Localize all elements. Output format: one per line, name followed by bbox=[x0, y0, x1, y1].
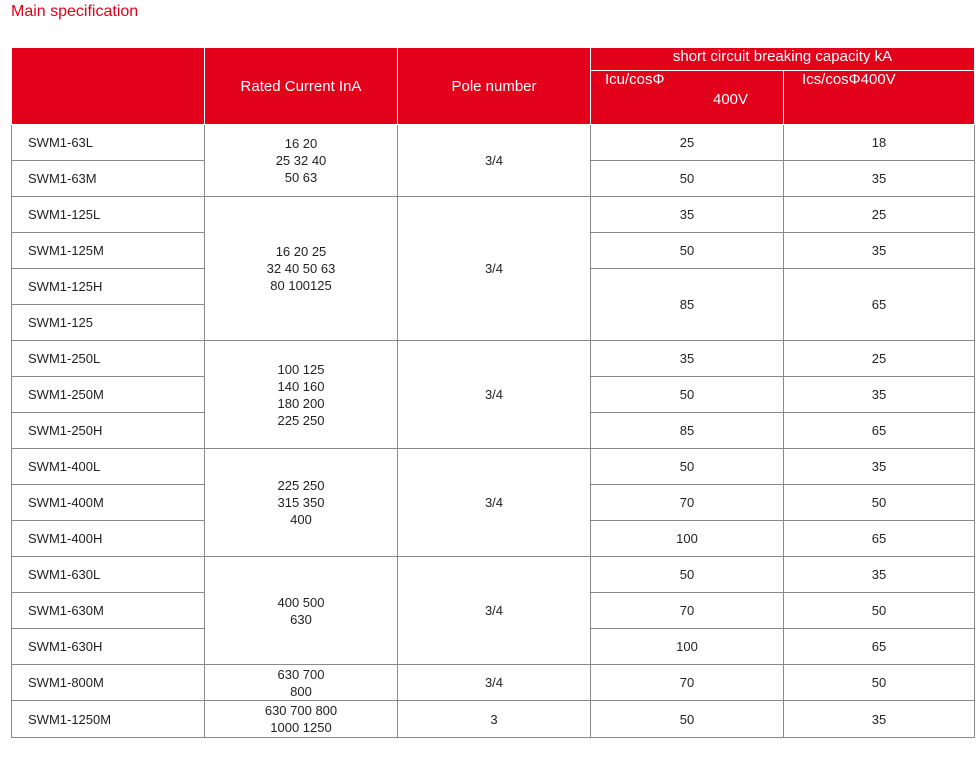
pole-number-cell: 3/4 bbox=[398, 665, 591, 701]
ics-cell: 65 bbox=[784, 269, 975, 341]
icu-header bbox=[591, 71, 784, 125]
rated-current-cell: 630 700 800 bbox=[205, 665, 398, 701]
ics-cell: 35 bbox=[784, 449, 975, 485]
rated-current-cell: 400 500 630 bbox=[205, 557, 398, 665]
ics-cell: 50 bbox=[784, 593, 975, 629]
ics-cell: 50 bbox=[784, 485, 975, 521]
model-cell: SWM1-250L bbox=[12, 341, 205, 377]
icu-cell: 50 bbox=[591, 377, 784, 413]
table-row bbox=[12, 125, 975, 161]
model-cell: SWM1-630M bbox=[12, 593, 205, 629]
table-row bbox=[12, 665, 975, 701]
rated-current-header: Rated Current InA bbox=[205, 48, 398, 125]
pole-number-cell: 3/4 bbox=[398, 341, 591, 449]
model-cell: SWM1-1250M bbox=[12, 701, 205, 738]
model-cell: SWM1-400L bbox=[12, 449, 205, 485]
rated-current-cell: 100 125 140 160 180 200 225 250 bbox=[205, 341, 398, 449]
ics-cell: 65 bbox=[784, 521, 975, 557]
rated-current-cell: 16 20 25 32 40 50 63 80 100125 bbox=[205, 197, 398, 341]
model-cell: SWM1-63M bbox=[12, 161, 205, 197]
rated-current-cell: 630 700 800 1000 1250 bbox=[205, 701, 398, 738]
ics-cell: 65 bbox=[784, 413, 975, 449]
breaking-capacity-header: short circuit breaking capacity kA bbox=[591, 48, 975, 71]
icu-cell: 100 bbox=[591, 521, 784, 557]
ics-cell: 35 bbox=[784, 701, 975, 738]
icu-cell: 70 bbox=[591, 485, 784, 521]
ics-cell: 25 bbox=[784, 197, 975, 233]
model-cell: SWM1-125M bbox=[12, 233, 205, 269]
specification-table bbox=[11, 47, 975, 738]
pole-number-cell: 3/4 bbox=[398, 125, 591, 197]
pole-number-header: Pole number bbox=[398, 48, 591, 125]
table-row bbox=[12, 449, 975, 485]
ics-cell: 65 bbox=[784, 629, 975, 665]
table-row bbox=[12, 557, 975, 593]
model-cell: SWM1-400M bbox=[12, 485, 205, 521]
icu-cell: 50 bbox=[591, 449, 784, 485]
icu-cell: 50 bbox=[591, 161, 784, 197]
page-title: Main specification bbox=[11, 3, 139, 20]
model-cell: SWM1-125L bbox=[12, 197, 205, 233]
model-cell: SWM1-125 bbox=[12, 305, 205, 341]
model-cell: SWM1-630H bbox=[12, 629, 205, 665]
ics-cell: 50 bbox=[784, 665, 975, 701]
icu-cell: 50 bbox=[591, 233, 784, 269]
pole-number-cell: 3/4 bbox=[398, 449, 591, 557]
ics-cell: 25 bbox=[784, 341, 975, 377]
icu-cell: 70 bbox=[591, 593, 784, 629]
ics-cell: 35 bbox=[784, 161, 975, 197]
icu-cell: 25 bbox=[591, 125, 784, 161]
model-cell: SWM1-400H bbox=[12, 521, 205, 557]
icu-cell: 85 bbox=[591, 269, 784, 341]
icu-cell: 50 bbox=[591, 557, 784, 593]
model-cell: SWM1-250H bbox=[12, 413, 205, 449]
icu-voltage-label: 400V bbox=[713, 91, 749, 108]
ics-cell: 35 bbox=[784, 233, 975, 269]
icu-cell: 35 bbox=[591, 197, 784, 233]
icu-cell: 70 bbox=[591, 665, 784, 701]
model-cell: SWM1-800M bbox=[12, 665, 205, 701]
icu-cell: 35 bbox=[591, 341, 784, 377]
icu-cell: 100 bbox=[591, 629, 784, 665]
ics-cell: 35 bbox=[784, 377, 975, 413]
pole-number-cell: 3/4 bbox=[398, 557, 591, 665]
table-row bbox=[12, 341, 975, 377]
pole-number-cell: 3 bbox=[398, 701, 591, 738]
ics-header bbox=[784, 71, 975, 125]
ics-cell: 35 bbox=[784, 557, 975, 593]
model-cell: SWM1-63L bbox=[12, 125, 205, 161]
model-cell: SWM1-630L bbox=[12, 557, 205, 593]
icu-label: Icu/cosΦ bbox=[605, 71, 665, 88]
table-row bbox=[12, 701, 975, 738]
model-header bbox=[12, 48, 205, 125]
rated-current-cell: 16 20 25 32 40 50 63 bbox=[205, 125, 398, 197]
icu-cell: 50 bbox=[591, 701, 784, 738]
model-cell: SWM1-250M bbox=[12, 377, 205, 413]
pole-number-cell: 3/4 bbox=[398, 197, 591, 341]
icu-cell: 85 bbox=[591, 413, 784, 449]
rated-current-cell: 225 250 315 350 400 bbox=[205, 449, 398, 557]
model-cell: SWM1-125H bbox=[12, 269, 205, 305]
ics-label: Ics/cosΦ400V bbox=[802, 71, 896, 88]
table-row bbox=[12, 197, 975, 233]
ics-cell: 18 bbox=[784, 125, 975, 161]
